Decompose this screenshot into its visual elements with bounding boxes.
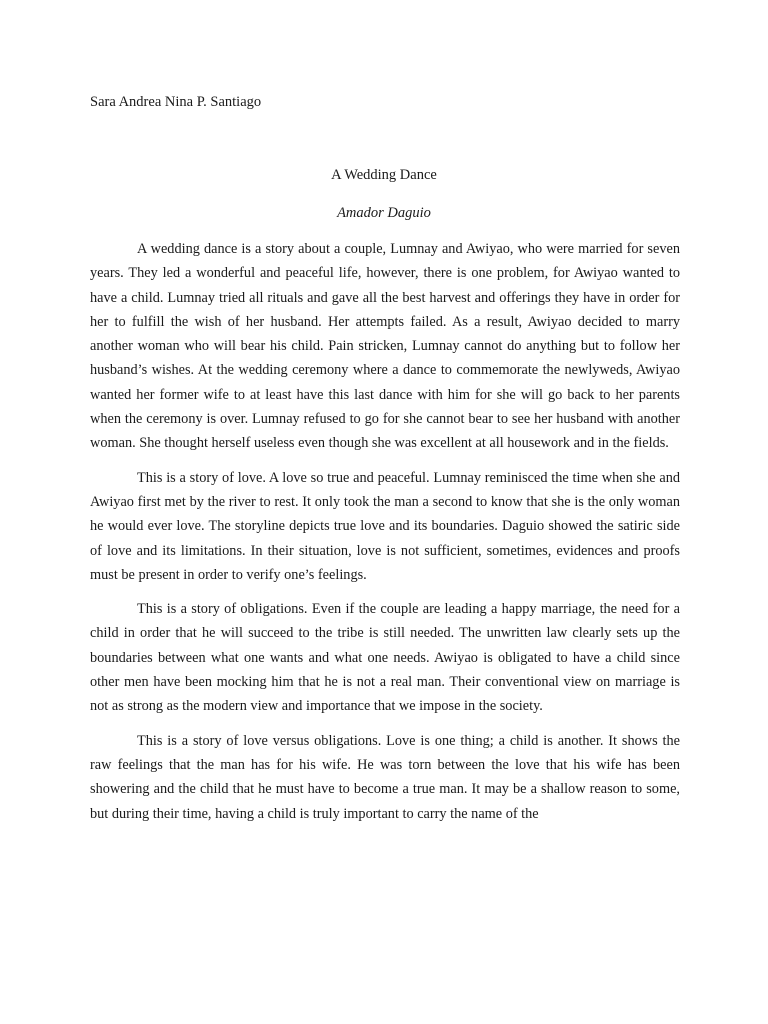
document-body: [90, 237, 680, 836]
document-subtitle: Amador Daguio: [337, 205, 431, 221]
paragraph-love-versus-obligations: This is a story of love versus obligations. Love is one thing; a child is another. It shows the raw feelings that the man has for his wife. He was torn between the love that his wife has been showering and the child that he must have to become a true man. It may be a shallow reason to some, but during their time, having a child is truly important to carry the name of the: [90, 732, 680, 822]
author-name: Sara Andrea Nina P. Santiago: [90, 94, 262, 110]
paragraph-obligations: This is a story of obligations. Even if the couple are leading a happy marriage, the need for a child in order that he will succeed to the tribe is still needed. The unwritten law clearly sets up the boundaries between what one wants and what one needs. Awiyao is obligated to have a child since other men have been mocking him that he is not a real man. Their conventional view on marriage is not as strong as the modern view and importance that we impose in the society.: [90, 601, 680, 715]
document-title: A Wedding Dance: [331, 167, 437, 183]
paragraph-summary: A wedding dance is a story about a couple, Lumnay and Awiyao, who were married for seven years. They led a wonderful and peaceful life, however, there is one problem, for Awiyao wanted to have a child. Lumnay tried all rituals and gave all the best harvest and offerings they have in order for her to fulfill the wish of her husband. Her attempts failed. As a result, Awiyao decided to marry another woman who will bear his child. Pain stricken, Lumnay cannot do anything but to follow her husband’s wishes. At the wedding ceremony where a dance to commemorate the newlyweds, Awiyao wanted her former wife to at least have this last dance with him for she will go back to her parents when the ceremony is over. Lumnay refused to go for she cannot bear to see her husband with another woman. She thought herself useless even though she was excellent at all housework and in the fields.: [90, 241, 680, 452]
paragraph-love: This is a story of love. A love so true and peaceful. Lumnay reminisced the time when she and Awiyao first met by the river to rest. It only took the man a second to know that she is the only woman he would ever love. The storyline depicts true love and its boundaries. Daguio showed the satiric side of love and its limitations. In their situation, love is not sufficient, sometimes, evidences and proofs must be present in order to verify one’s feelings.: [90, 469, 680, 583]
